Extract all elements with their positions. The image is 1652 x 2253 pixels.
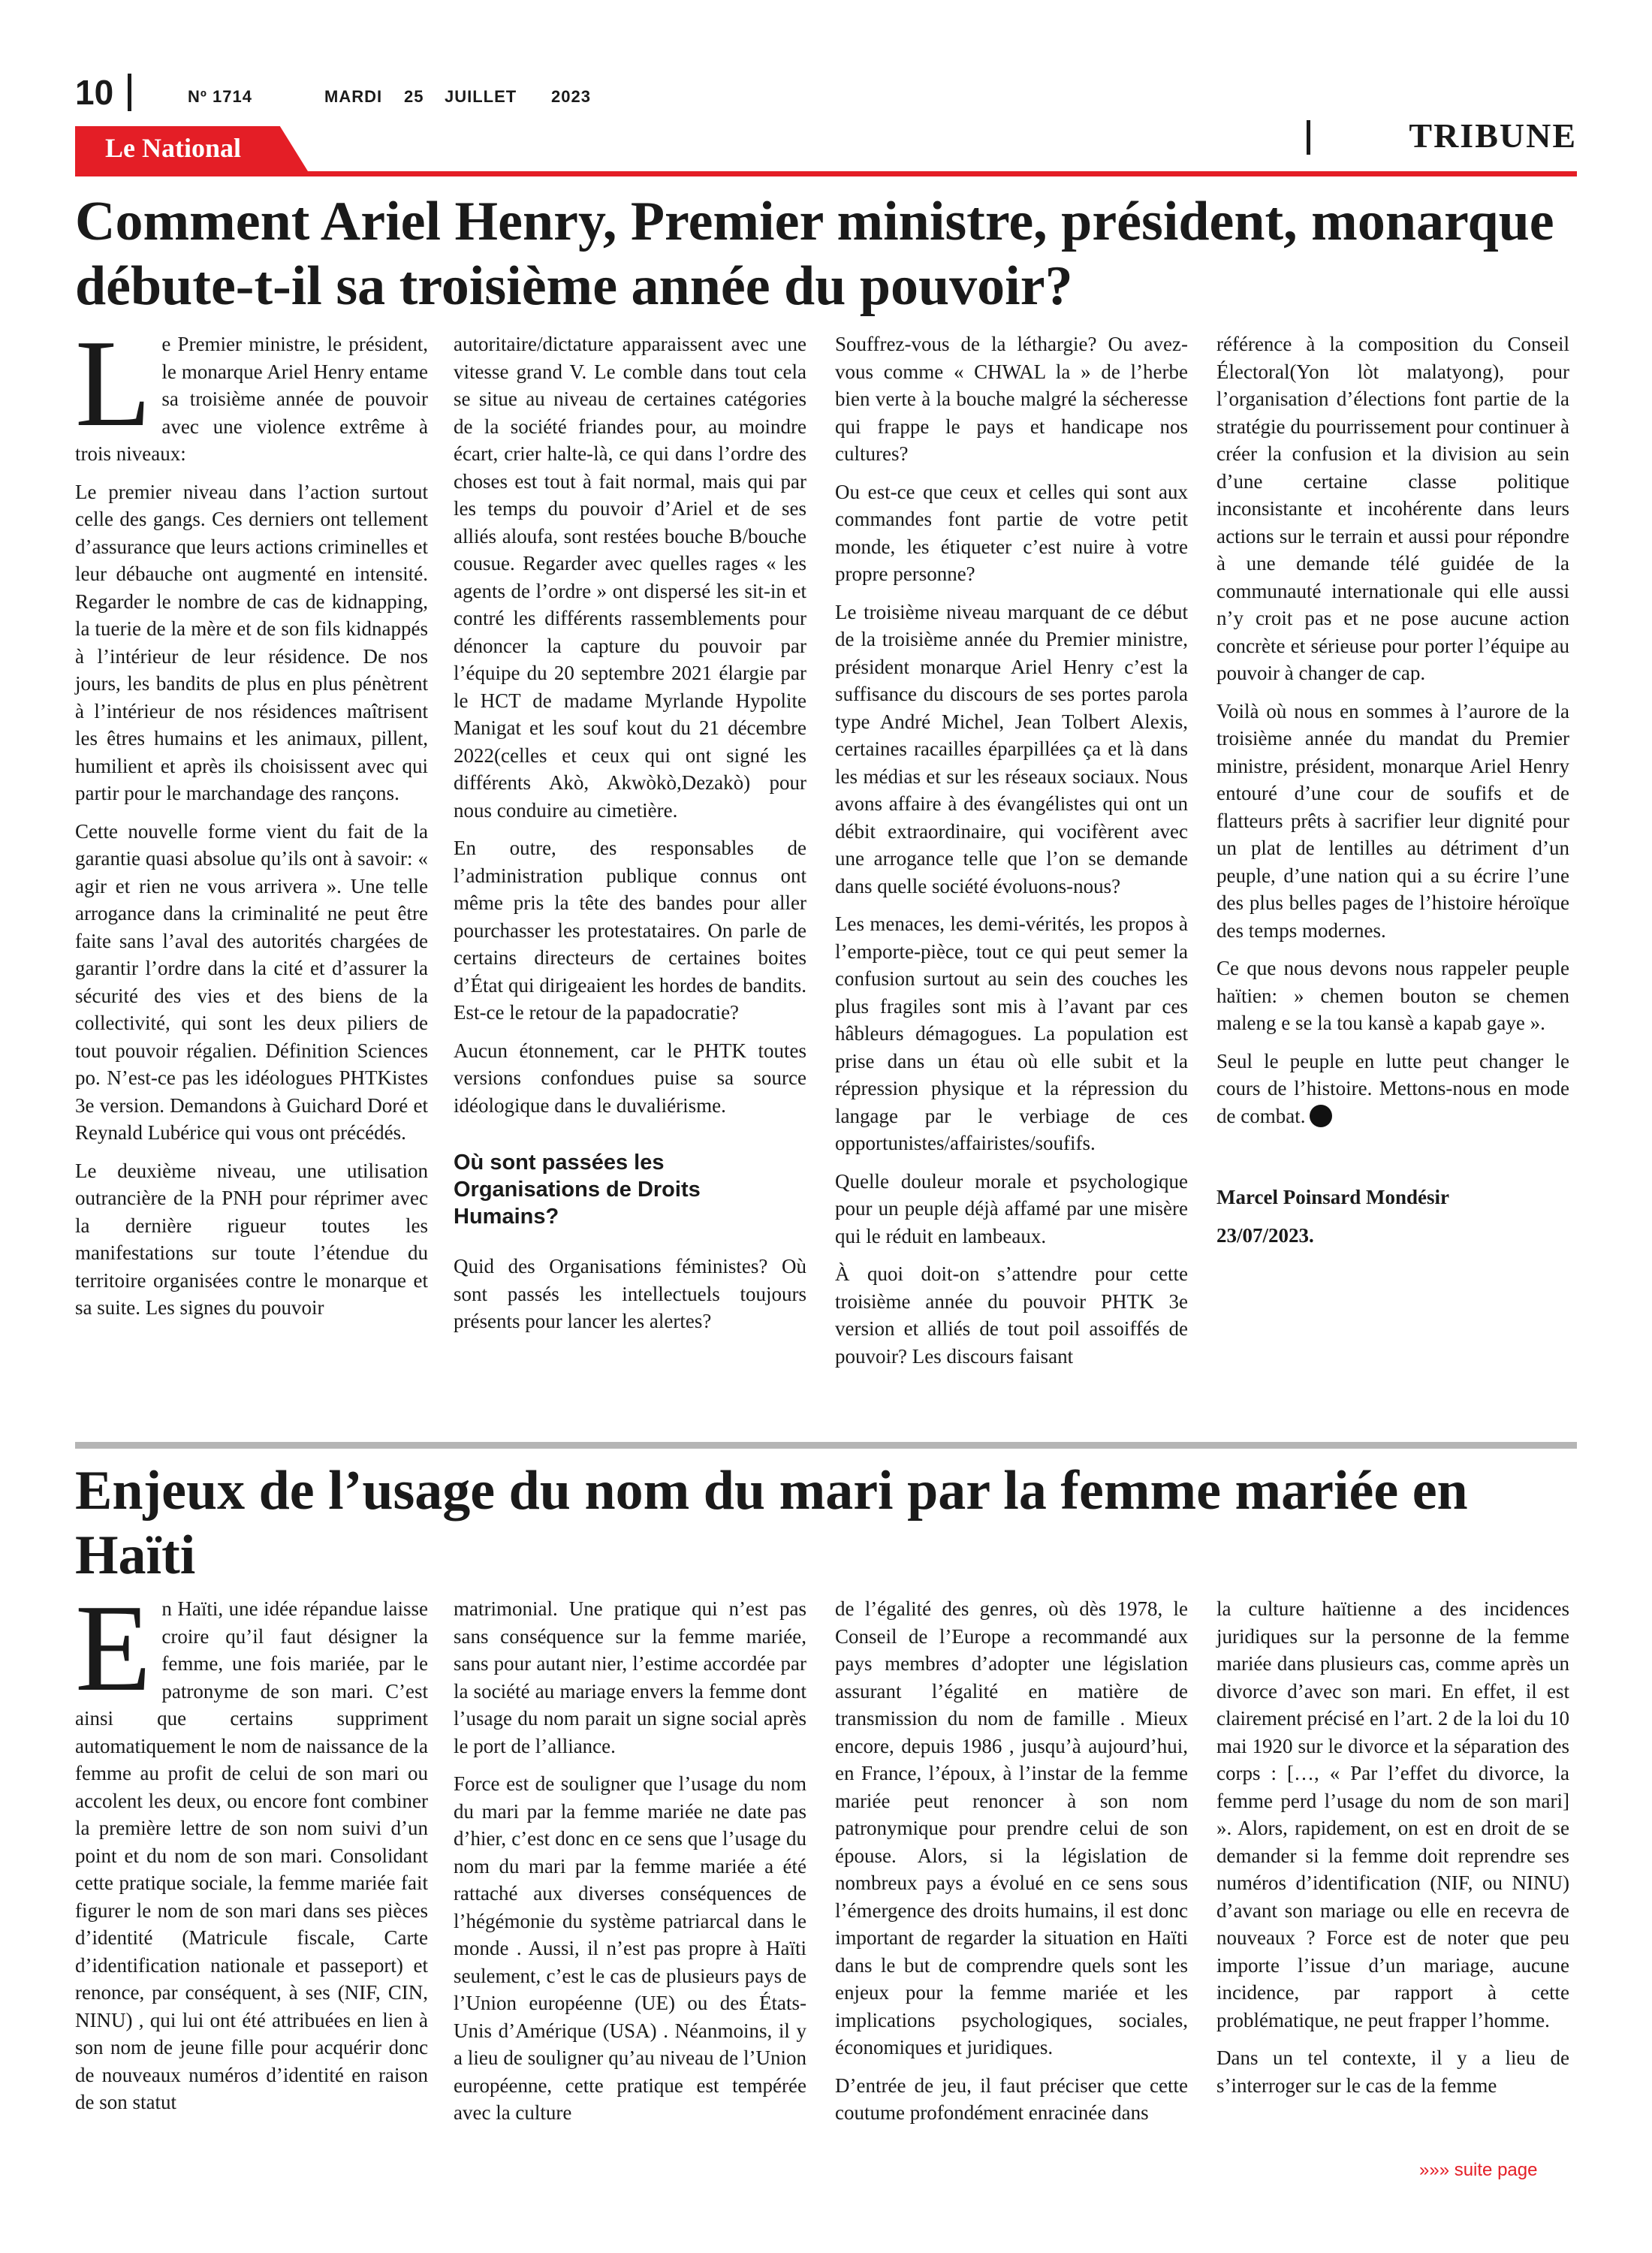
article1-col1: [75, 314, 428, 1332]
article1-paragraph: Souffrez-vous de la léthargie? Ou avez-vous comme « CHWAL la » de l’herbe bien verte à la bouche malgré la sécheresse qui frappe le pays et handicape nos cultures?: [835, 333, 1188, 465]
article1-author: Marcel Poinsard Mondésir: [1216, 1186, 1449, 1208]
article2-drop-cap: E: [75, 1579, 152, 1717]
article1-paragraph: Aucun étonnement, car le PHTK toutes versions confondues puise sa source idéologique dans le duvaliérisme.: [454, 1039, 806, 1117]
article1-paragraph: Le troisième niveau marquant de ce début de la troisième année du Premier ministre, président monarque Ariel Henry c’est la suffisance du discours de ses portes parola type André Michel, Jean Tolbert Alexis, certaines racailles éparpillées ça et là dans les médias et sur les réseaux sociaux. Nous avons affaire à des évangélistes qui ont un débit extraordinaire, qui vocifèrent avec une arrogance telle que l’on se demande dans quelle société évoluons-nous?: [835, 600, 1188, 897]
article1-paragraph: Quelle douleur morale et psychologique pour un peuple déjà affamé par une misère qui le réduit en lambeaux.: [835, 1169, 1188, 1247]
article1-paragraph: Seul le peuple en lutte peut changer le cours de l’histoire. Mettons-nous en mode de combat.: [1216, 1049, 1569, 1127]
end-of-article-icon: [1310, 1105, 1332, 1127]
rubric-divider: [1307, 120, 1310, 155]
article1-col3: [835, 330, 1188, 1380]
article1-col2: [454, 330, 806, 1346]
article-separator: [75, 1442, 1577, 1449]
issue-year: 2023: [551, 87, 591, 106]
article2-paragraph: D’entrée de jeu, il faut préciser que cette coutume profondément enracinée dans: [835, 2074, 1188, 2124]
article1-author-date: 23/07/2023.: [1216, 1223, 1314, 1247]
article2-paragraph: Force est de souligner que l’usage du nom du mari par la femme mariée ne date pas d’hier, c’est donc en ce sens que l’usage du nom du mari par la femme mariée a été rattaché aux diverses conséquences de l’hégémonie du système patriarcal dans le monde . Aussi, il n’est pas propre à Haïti seulement, c’est le cas de plusieurs pays de l’Union européenne (UE) ou des États-Unis d’Amérique (USA) . Néanmoins, il y a lieu de souligner qu’au niveau de l’Union européenne, cette pratique est tempérée avec la culture: [454, 1772, 806, 2124]
article2-col4: [1216, 1595, 1569, 2110]
article2-paragraph: de l’égalité des genres, où dès 1978, le Conseil de l’Europe a recommandé aux pays membres d’adopter une législation assurant l’égalité en matière de transmission du nom de famille . Mieux encore, depuis 1986 , jusqu’à aujourd’hui, en France, l’époux, à l’instar de la femme mariée peut renoncer à son nom patronymique pour prendre celui de son épouse. Alors, si la législation de nombreux pays a évolué en ce sens sous l’émergence des droits humains, il est donc important de regarder la situation en Haïti dans le but de comprendre quels sont les enjeux pour la femme mariée et les implications psychologiques, sociales, économiques et juridiques.: [835, 1597, 1188, 2058]
article1-paragraph: Ou est-ce que ceux et celles qui sont aux commandes font partie de votre petit monde, les étiqueter c’est nuire à votre propre personne?: [835, 480, 1188, 585]
article1-paragraph: À quoi doit-on s’attendre pour cette troisième année du pouvoir PHTK 3e version et alliés de tout poil assoiffés de pouvoir? Les discours faisant: [835, 1262, 1188, 1368]
article1-paragraph: Quid des Organisations féministes? Où sont passés les intellectuels toujours présents pour lancer les alertes?: [454, 1255, 806, 1332]
brand-logo: Le National: [105, 133, 242, 163]
article1-paragraph: Voilà où nous en sommes à l’aurore de la troisième année du mandat du Premier ministre, président, monarque Ariel Henry entouré d’une cour de soufifs et de flatteurs prêts à sacrifier leur dignité pour un plat de lentilles au détriment d’un peuple, d’une nation qui a su écrire l’une des plus belles pages de l’histoire héroïque des temps modernes.: [1216, 699, 1569, 942]
article2-paragraph: la culture haïtienne a des incidences juridiques sur la personne de la femme mariée dans plusieurs cas, comme après un divorce d’avec son mari. En effet, il est clairement précisé en l’art. 2 de la loi du 10 mai 1920 sur le divorce et la séparation des corps : […, « Par l’effet du divorce, la femme perd l’usage du nom de son mari] ». Alors, rapidement, on est en droit de se demander si la femme doit reprendre ses numéros d’identification (NIF, ou NINU) d’avant son mariage ou elle en recevra de nouveaux ? Force est de noter que peu importe l’issue d’un mariage, aucune incidence, par rapport à cette problématique, ne peut frapper l’homme.: [1216, 1597, 1569, 2031]
article1-paragraph: e Premier ministre, le président, le monarque Ariel Henry entame sa troisième année de pouvoir avec une violence extrême à trois niveaux:: [75, 333, 428, 465]
article1-paragraph: Ce que nous devons nous rappeler peuple haïtien: » chemen bouton se chemen maleng e se la tou kansè a kapab gaye ».: [1216, 957, 1569, 1034]
article2-col2: [454, 1595, 806, 2137]
article2-col3: [835, 1595, 1188, 2137]
header-rule: [75, 171, 1577, 176]
issue-date: 25: [404, 87, 424, 106]
rubric-title: TRIBUNE: [1409, 116, 1577, 155]
article2-paragraph: Dans un tel contexte, il y a lieu de s’interroger sur le cas de la femme: [1216, 2046, 1569, 2097]
article1-drop-cap: L: [75, 314, 152, 452]
issue-day: MARDI: [324, 87, 383, 106]
article1-subheading: Où sont passées les Organisations de Droits Humains?: [454, 1151, 701, 1229]
article2-paragraph: matrimonial. Une pratique qui n’est pas sans conséquence sur la femme mariée, sans pour autant nier, l’estime accordée par la société au mariage envers la femme dont l’usage du nom parait un signe social après le port de l’alliance.: [454, 1597, 806, 1757]
article1-paragraph: Cette nouvelle forme vient du fait de la garantie quasi absolue qu’ils ont à savoir: « agir et rien ne vous arrivera ». Une telle arrogance dans la criminalité ne peut être faite sans l’aval des autorités chargées de garantir l’ordre dans la cité et d’assurer la sécurité des vies et des biens de la collectivité, qui sont les deux piliers de tout pouvoir régalien. Définition Sciences po. N’est-ce pas les idéologues PHTKistes 3e version. Demandons à Guichard Doré et Reynald Lubérice qui vous ont précédés.: [75, 819, 428, 1144]
article1-paragraph: En outre, des responsables de l’administration publique connus ont même pris la tête des bandes pour aller pourchasser les protestataires. On parle de certains directeurs de certaines boites d’État qui dirigeaient les hordes de bandits. Est-ce le retour de la papadocratie?: [454, 837, 806, 1024]
page-number: 10: [75, 73, 114, 112]
article2-paragraph: n Haïti, une idée répandue laisse croire qu’il faut désigner la femme, une fois mariée, par le patronyme de son mari. C’est ainsi que certains suppriment automatiquement le nom de naissance de la femme au profit de celui de son mari ou accolent les deux, ou encore font combiner la première lettre de son nom suivi d’un point et du nom de son mari. Consolidant cette pratique sociale, la femme mariée fait figurer le nom de son mari dans ses pièces d’identité (Matricule fiscale, Carte d’identification nationale et passeport) et renonce, par conséquent, à ses (NIF, CIN, NINU) , qui lui ont été attribuées en lien à son nom de jeune fille pour acquérir donc de nouveaux numéros d’identité en raison de son statut: [75, 1597, 428, 2113]
issue-number: Nº 1714: [188, 87, 252, 106]
article1-paragraph: Le premier niveau dans l’action surtout celle des gangs. Ces derniers ont tellement d’assurance que leurs actions criminelles et leur débauche ont augmenté en intensité. Regarder le nombre de cas de kidnapping, la tuerie de la mère et de son fils kidnappés à l’intérieur de leur résidence. De nos jours, les bandits de plus en plus pénètrent à l’intérieur de nos résidences maîtrisent les êtres humains et les animaux, pillent, humilient et après ils choisissent avec qui partir pour le marchandage des rançons.: [75, 480, 428, 804]
article1-col4: [1216, 330, 1569, 1259]
article1-paragraph: Le deuxième niveau, une utilisation outrancière de la PNH pour réprimer avec la dernière rigueur toutes les manifestations sur toute l’étendue du territoire organisées contre le monarque et sa suite. Les signes du pouvoir: [75, 1159, 428, 1319]
continued-link[interactable]: »»» suite page: [1419, 2160, 1538, 2180]
page-number-divider: [128, 74, 131, 111]
article1-title: Comment Ariel Henry, Premier ministre, président, monarque débute-t-il sa troisième année du pouvoir?: [75, 191, 1554, 317]
article2-col1: [75, 1579, 428, 2127]
article1-paragraph: référence à la composition du Conseil Électoral(Yon lòt malatyong), pour l’organisation d’élections font partie de la stratégie du pourrissement pour continuer à créer la confusion et la division au sein d’une certaine classe politique inconsistante et incohérente dans leurs actions sur le terrain et aussi pour répondre à une demande télé guidée de la communauté internationale qui elle aussi n’y croit pas et ne pose aucune action concrète et sérieuse pour porter l’équipe au pouvoir à changer de cap.: [1216, 333, 1569, 684]
article2-title: Enjeux de l’usage du nom du mari par la femme mariée en Haïti: [75, 1460, 1468, 1586]
article1-paragraph: Les menaces, les demi-vérités, les propos à l’emporte-pièce, tout ce qui peut semer la confusion surtout au sein des couches les plus fragiles sont mis à l’avant par ces hâbleurs démagogues. La population est prise dans un étau où elle subit et la répression physique et la répression du langage par le verbiage de ces opportunistes/affairistes/soufifs.: [835, 912, 1188, 1154]
issue-month: JUILLET: [445, 87, 517, 106]
article1-paragraph: autoritaire/dictature apparaissent avec une vitesse grand V. Le comble dans tout cela se situe au niveau de certaines catégories de la société friandes pour, au moindre écart, crier halte-là, ce qui dans l’ordre des choses est tout à fait normal, mais qui par les temps du pouvoir d’Ariel et de ses alliés aloufa, sont restées bouche B/bouche cousue. Regarder avec quelles rages « les agents de l’ordre » ont dispersé les sit-in et contré les différents rassemblements pour dénoncer la capture du pouvoir par l’équipe du 20 septembre 2021 élargie par le HCT de madame Myrlande Hypolite Manigat et les souf kout du 21 décembre 2022(celles et ceux qui ont signé les différents Akò, Akwòkò,Dezakò) pour nous conduire au cimetière.: [454, 333, 806, 822]
